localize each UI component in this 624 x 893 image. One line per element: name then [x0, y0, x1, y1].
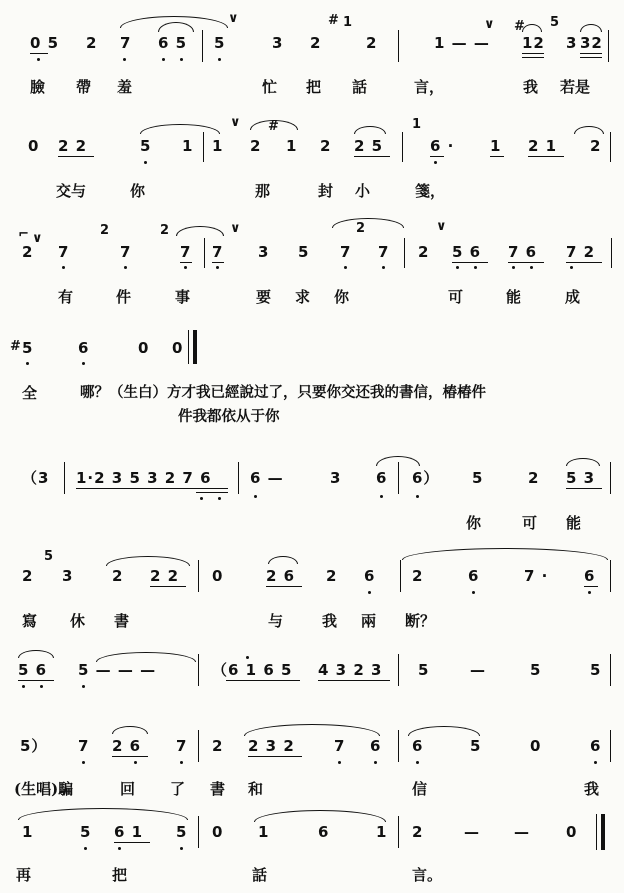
octave-dot — [162, 58, 165, 61]
octave-dot — [184, 266, 187, 269]
note: — — [514, 823, 530, 841]
note-group: （6 1 6 5 — [212, 661, 293, 679]
note: 7 — [58, 243, 70, 261]
lyric: 話 — [352, 78, 368, 96]
lyric: 言， — [414, 78, 445, 96]
octave-dot — [218, 497, 221, 500]
note: 3 — [258, 243, 270, 261]
slur — [18, 650, 54, 658]
note-group: 6 · — [430, 137, 455, 155]
breath-mark: ∨ — [228, 11, 239, 26]
slur — [176, 226, 224, 236]
note: 7 — [180, 243, 192, 261]
note: 0 — [28, 137, 40, 155]
note: 0 — [566, 823, 578, 841]
lyric: 若是 — [560, 78, 591, 96]
slur — [332, 218, 404, 228]
note: 0 — [530, 737, 542, 755]
lyric: 与 — [268, 612, 284, 630]
bar-line — [398, 30, 399, 62]
note: 2 — [418, 243, 430, 261]
breath-mark: ∨ — [230, 221, 241, 236]
lyric: 回 — [120, 780, 136, 798]
underline — [580, 57, 602, 58]
octave-dot — [84, 847, 87, 850]
bar-line — [608, 30, 609, 62]
note-group: 0 5 — [30, 34, 60, 52]
lyric: 兩 — [361, 612, 377, 630]
lyric: 你 — [466, 514, 482, 532]
lyric: 信 — [412, 780, 428, 798]
note-group: 2 2 — [150, 567, 180, 585]
note: 7 — [176, 737, 188, 755]
octave-dot — [82, 362, 85, 365]
octave-dot — [254, 495, 257, 498]
bar-line — [198, 730, 199, 762]
underline — [522, 53, 544, 54]
underline — [522, 57, 544, 58]
bar-line — [64, 462, 65, 494]
note: 1 — [182, 137, 194, 155]
note: 2 — [412, 823, 424, 841]
octave-dot — [570, 266, 573, 269]
slur — [244, 724, 380, 736]
note: 5 — [214, 34, 226, 52]
slur — [580, 24, 602, 32]
octave-dot — [456, 266, 459, 269]
underline — [112, 756, 148, 757]
octave-dot — [594, 761, 597, 764]
octave-dot — [434, 161, 437, 164]
note-group: 5 — — — — [78, 661, 157, 679]
note: 2 — [366, 34, 378, 52]
lyric: 能 — [566, 514, 582, 532]
note: 7 — [212, 243, 224, 261]
octave-dot — [588, 591, 591, 594]
note: — — [464, 823, 480, 841]
octave-dot — [416, 495, 419, 498]
lyric: 全 — [22, 384, 38, 402]
note-group: 1 — — — [434, 34, 490, 52]
lyric: 臉 — [30, 78, 46, 96]
note: 5 — [298, 243, 310, 261]
bar-line — [610, 730, 611, 762]
lyric: 書 — [114, 612, 130, 630]
lyric: 求 — [295, 288, 311, 306]
octave-dot — [22, 685, 25, 688]
note-group: 2 6 — [266, 567, 296, 585]
breath-mark: ∨ — [32, 231, 43, 246]
bar-line — [203, 132, 204, 162]
octave-dot — [474, 266, 477, 269]
note: 6 — [318, 823, 330, 841]
note-group: 6 — — [250, 469, 284, 487]
octave-dot — [382, 266, 385, 269]
note: 0 — [212, 823, 224, 841]
note: 0 — [172, 339, 184, 357]
underline — [212, 262, 224, 263]
lyric: 小 — [355, 182, 371, 200]
lyric: (生唱)騙 — [14, 780, 74, 798]
underline — [508, 262, 544, 263]
lyric: 書 — [210, 780, 226, 798]
note: 5 — [80, 823, 92, 841]
lyric: 把 — [112, 866, 128, 884]
slur — [268, 556, 298, 564]
slur — [18, 808, 188, 820]
note: 2 — [310, 34, 322, 52]
bar-line — [404, 238, 405, 268]
octave-dot — [472, 591, 475, 594]
sharp-mark: # — [514, 19, 525, 34]
bar-line — [204, 238, 205, 268]
note: 6 — [364, 567, 376, 585]
note: 7 — [120, 34, 132, 52]
octave-dot — [118, 847, 121, 850]
octave-dot — [180, 761, 183, 764]
note: — — [470, 661, 486, 679]
note-group: 32 — [580, 34, 603, 52]
note: 2 — [528, 469, 540, 487]
note-group: 12 — [522, 34, 545, 52]
underline — [584, 586, 598, 587]
lyric: 休 — [70, 612, 86, 630]
note: 2 — [326, 567, 338, 585]
slur — [250, 120, 298, 130]
lyric: 言。 — [412, 866, 443, 884]
octave-dot — [374, 761, 377, 764]
underline — [528, 156, 564, 157]
slur — [354, 126, 386, 134]
octave-dot — [124, 266, 127, 269]
lyric: 能 — [506, 288, 522, 306]
note: 3 — [330, 469, 342, 487]
note: 7 — [120, 243, 132, 261]
note: 2 — [112, 567, 124, 585]
lyric: 断？ — [405, 612, 436, 630]
octave-dot — [416, 761, 419, 764]
octave-dot — [380, 495, 383, 498]
octave-dot — [338, 761, 341, 764]
octave-dot — [216, 266, 219, 269]
lyric: 和 — [248, 780, 264, 798]
note: 7 — [78, 737, 90, 755]
lyric: 把 — [306, 78, 322, 96]
note-group: 5 6 — [18, 661, 48, 679]
grace-note: 2 — [100, 223, 110, 238]
breath-mark: ∨ — [436, 219, 447, 234]
octave-dot — [62, 266, 65, 269]
note: 2 — [212, 737, 224, 755]
bar-line — [610, 560, 611, 592]
grace-note: ⌐ — [18, 227, 29, 242]
note: 7 — [340, 243, 352, 261]
note-group: 7 6 — [508, 243, 538, 261]
lyric: 忙 — [262, 78, 278, 96]
lyric: 箋， — [415, 182, 446, 200]
underline — [318, 680, 390, 681]
octave-dot — [512, 266, 515, 269]
underline — [354, 156, 390, 157]
lyric: 件 — [116, 288, 132, 306]
octave-dot — [37, 58, 40, 61]
note: 2 — [590, 137, 602, 155]
bar-line — [188, 330, 189, 364]
lyric: 要 — [256, 288, 272, 306]
lyric: 帶 — [76, 78, 92, 96]
octave-dot — [144, 161, 147, 164]
lyric: 可 — [448, 288, 464, 306]
note: 1 — [212, 137, 224, 155]
note: 1 — [22, 823, 34, 841]
note: 5 — [418, 661, 430, 679]
underline — [150, 586, 186, 587]
octave-dot — [530, 266, 533, 269]
note: 2 — [320, 137, 332, 155]
underline — [452, 262, 488, 263]
lyric: 交与 — [56, 182, 87, 200]
bar-line — [198, 816, 199, 848]
octave-dot — [368, 591, 371, 594]
underline — [430, 156, 444, 157]
bar-line — [398, 462, 399, 494]
note: 2 — [412, 567, 424, 585]
note-group: 4 3 2 3 — [318, 661, 383, 679]
octave-dot — [180, 58, 183, 61]
underline — [266, 586, 302, 587]
bar-line — [610, 654, 611, 686]
lyric: 那 — [255, 182, 271, 200]
lyric: 事 — [175, 288, 191, 306]
lyric: 我 — [584, 780, 600, 798]
bar-line — [202, 30, 203, 62]
spoken-text: 哪？（生白）方才我已經說过了，只要你交还我的書信，椿椿件 — [80, 384, 486, 401]
note: 6 — [376, 469, 388, 487]
slur — [112, 726, 148, 734]
lyric: 有 — [58, 288, 74, 306]
bar-line — [610, 132, 611, 162]
underline — [58, 156, 94, 157]
octave-dot — [246, 656, 249, 659]
grace-note: 5 — [44, 549, 54, 564]
note-group: 6 5 — [158, 34, 188, 52]
octave-dot — [82, 761, 85, 764]
slur — [574, 126, 604, 134]
note: 6 — [590, 737, 602, 755]
octave-dot — [200, 497, 203, 500]
lyric: 成 — [565, 288, 581, 306]
note: 5） — [20, 737, 48, 755]
octave-dot — [26, 362, 29, 365]
note: 0 — [138, 339, 150, 357]
final-bar-line — [601, 814, 605, 850]
note: 5 — [530, 661, 542, 679]
note-group: 5 6 — [452, 243, 482, 261]
note-group: 7 2 — [566, 243, 596, 261]
breath-mark: ∨ — [484, 17, 495, 32]
note: 6 — [78, 339, 90, 357]
lyric: 我 — [523, 78, 539, 96]
note: 6 — [468, 567, 480, 585]
note: 2 — [250, 137, 262, 155]
underline — [180, 262, 192, 263]
underline — [566, 262, 602, 263]
note: 3 — [566, 34, 578, 52]
note: 0 — [212, 567, 224, 585]
lyric: 話 — [252, 866, 268, 884]
underline — [196, 492, 228, 493]
note-group: 5 3 — [566, 469, 596, 487]
note: 2 — [86, 34, 98, 52]
lyric: 你 — [130, 182, 146, 200]
note: 7 — [334, 737, 346, 755]
lyric: 可 — [522, 514, 538, 532]
note: 2 — [22, 567, 34, 585]
lyric: 你 — [334, 288, 350, 306]
sharp-mark: # — [268, 119, 279, 134]
slur — [106, 556, 190, 566]
slur — [566, 458, 600, 466]
octave-dot — [218, 58, 221, 61]
grace-note: 1 — [343, 15, 353, 30]
note: 3 — [272, 34, 284, 52]
spoken-text: 件我都依从于你 — [178, 408, 280, 425]
bar-line — [400, 560, 401, 592]
underline — [226, 680, 300, 681]
lyric: 我 — [322, 612, 338, 630]
slur — [522, 24, 542, 32]
grace-note: 5 — [550, 15, 560, 30]
bar-line — [238, 462, 239, 494]
note: 6 — [584, 567, 596, 585]
note: 1 — [258, 823, 270, 841]
note-group: 2 5 — [354, 137, 384, 155]
slur — [408, 726, 480, 736]
note-group: 1·2 3 5 3 2 7 6 — [76, 469, 212, 487]
lyric: 羞 — [117, 78, 133, 96]
underline — [580, 53, 602, 54]
note: 5 — [590, 661, 602, 679]
note: 6 — [370, 737, 382, 755]
bar-line — [198, 560, 199, 592]
underline — [114, 842, 150, 843]
note: 1 — [490, 137, 502, 155]
note: 2 — [22, 243, 34, 261]
note: 5 — [140, 137, 152, 155]
lyric: 了 — [170, 780, 186, 798]
bar-line — [610, 462, 611, 494]
bar-line — [398, 654, 399, 686]
octave-dot — [134, 761, 137, 764]
final-bar-line — [193, 330, 197, 364]
note: 7 — [378, 243, 390, 261]
underline — [76, 488, 228, 489]
grace-note: 1 — [412, 117, 422, 132]
lyric: 封 — [318, 182, 334, 200]
octave-dot — [123, 58, 126, 61]
slur — [96, 652, 196, 662]
underline — [566, 488, 602, 489]
bar-line — [402, 132, 403, 162]
bar-line — [611, 238, 612, 268]
note: 3 — [62, 567, 74, 585]
grace-note: 2 — [160, 223, 170, 238]
underline — [490, 156, 504, 157]
note-group: 7 · — [524, 567, 549, 585]
note: 5 — [22, 339, 34, 357]
bar-line — [596, 814, 597, 850]
bar-line — [398, 730, 399, 762]
note-group: 2 2 — [58, 137, 88, 155]
underline — [30, 53, 48, 54]
note-group: 2 1 — [528, 137, 558, 155]
note: 5 — [472, 469, 484, 487]
octave-dot — [40, 685, 43, 688]
note: 1 — [376, 823, 388, 841]
note: 6 — [412, 737, 424, 755]
underline — [18, 680, 54, 681]
note: 5 — [470, 737, 482, 755]
slur — [402, 548, 608, 560]
bar-line — [198, 654, 199, 686]
note: （3 — [22, 469, 50, 487]
note-group: 2 6 — [112, 737, 142, 755]
octave-dot — [344, 266, 347, 269]
note-group: 6 1 — [114, 823, 144, 841]
octave-dot — [180, 847, 183, 850]
slur — [140, 124, 220, 134]
slur — [254, 810, 386, 822]
lyric: 寫 — [22, 612, 38, 630]
bar-line — [398, 816, 399, 848]
octave-dot — [82, 685, 85, 688]
note: 1 — [286, 137, 298, 155]
note-group: 2 3 2 — [248, 737, 295, 755]
lyric: 再 — [16, 866, 32, 884]
note: 5 — [176, 823, 188, 841]
breath-mark: ∨ — [230, 115, 241, 130]
sharp-mark: # — [10, 339, 21, 354]
sharp-mark: # — [328, 13, 339, 28]
grace-note: 2 — [356, 221, 366, 236]
note-group: 6） — [412, 469, 440, 487]
underline — [248, 756, 302, 757]
